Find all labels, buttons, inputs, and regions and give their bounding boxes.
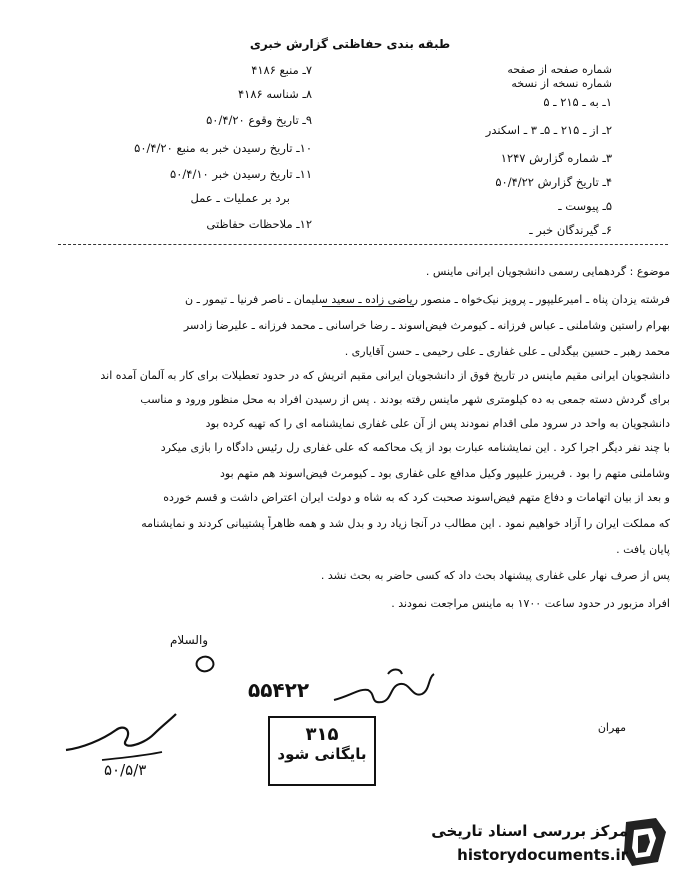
archive-stamp: [268, 716, 376, 786]
classification-header: طبقه بندی حفاظتی گزارش خبری: [249, 37, 451, 51]
report-number-field: ۳ـ شماره گزارش ۱۲۴۷: [500, 151, 612, 165]
handwritten-signature: [330, 660, 440, 720]
body-line: پس از صرف نهار علی غفاری پیشنهاد بحث داد که کسی حاضر به بحث نشد .: [320, 569, 670, 582]
body-line: با چند نفر دیگر اجرا کرد . این نمایشنامه عبارت بود از یک محاکمه که علی غفاری رل رئیس دادگاه را بازی میکرد: [160, 441, 670, 454]
handwritten-date: ۵۰/۵/۳: [104, 761, 147, 779]
stamp-number: ۳۱۵: [305, 724, 339, 745]
recipients-field: ۶ـ گیرندگان خبر ـ: [529, 223, 612, 237]
report-date-field: ۴ـ تاریخ گزارش ۵۰/۴/۲۲: [495, 175, 612, 189]
closing-text: والسلام: [170, 633, 209, 647]
operations-field: برد بر عملیات ـ عمل: [190, 191, 290, 205]
from-field: ۲ـ از ـ ۲۱۵ ـ ۵ـ ۳ ـ اسکندر: [485, 123, 612, 137]
body-line: برای گردش دسته جمعی به ده کیلومتری شهر ماینس رفته بودند . پس از رسیدن افراد به محل منظور ورود و مناسب: [140, 393, 670, 406]
footer-url: historydocuments.ir: [457, 846, 628, 864]
subject-line: موضوع : گردهمایی رسمی دانشجویان ایرانی ماینس .: [425, 265, 670, 278]
body-line: و بعد از بیان اتهامات و دفاع متهم فیض‌اسوند صحبت کرد که به شاه و دولت ایران اعتراض داشت و قسم خورده: [163, 491, 670, 504]
source-field: ۷ـ منبع ۴۱۸۶: [251, 63, 312, 77]
body-line: که مملکت ایران را آزاد خواهیم نمود . این مطالب در آنجا زیاد رد و بدل شد و همه ظاهراً پشتیبانی کردند و نمایشنامه: [141, 517, 670, 530]
body-line: وشاملنی متهم را بود . فریبرز علیپور وکیل مدافع علی غفاری بود ـ کیومرث فیض‌اسوند هم متهم بود: [219, 467, 670, 480]
handwritten-mark: [190, 650, 230, 680]
page-number-field: شماره صفحه از صفحه: [507, 63, 612, 76]
identifier-field: ۸ـ شناسه ۴۱۸۶: [238, 87, 312, 101]
body-line: پایان یافت .: [616, 543, 670, 556]
handwritten-initials: [62, 700, 182, 770]
body-line: دانشجویان به واحد در سرود ملی اقدام نمودند پس از آن علی غفاری نمایشنامه ای را که تهیه کرده بود: [205, 417, 670, 430]
body-line: فرشته یزدان پناه ـ امیرعلیپور ـ پرویز نیک‌خواه ـ منصور ریاضی زاده ـ سعید سلیمان ـ ناصر فرنیا ـ تیمور ـ ن: [185, 293, 670, 306]
footer-org-name: مرکز بررسی اسناد تاریخی: [431, 822, 628, 840]
name-underline: [322, 306, 414, 307]
news-receipt-date-field: ۱۱ـ تاریخ رسیدن خبر ۵۰/۴/۱۰: [170, 167, 312, 181]
security-notes-field: ۱۲ـ ملاحظات حفاظتی: [206, 217, 312, 231]
right-note: مهران: [597, 721, 626, 734]
body-line: دانشجویان ایرانی مقیم ماینس در تاریخ فوق از دانشجویان ایرانی مقیم اتریش که در حدود تعطیلات برای کار به آلمان آمده اند: [100, 369, 670, 382]
to-field: ۱ـ به ـ ۲۱۵ ـ ۵: [543, 95, 612, 109]
copy-number-field: شماره نسخه از نسخه: [511, 77, 612, 90]
body-line: محمد رهبر ـ حسین بیگدلی ـ علی غفاری ـ علی رحیمی ـ حسن آقایاری .: [344, 345, 670, 358]
occurrence-date-field: ۹ـ تاریخ وقوع ۵۰/۴/۲۰: [206, 113, 312, 127]
attachment-field: ۵ـ پیوست ـ: [558, 199, 612, 213]
archive-number: ۵۵۴۲۲: [248, 678, 310, 702]
stamp-text: بایگانی شود: [277, 745, 367, 763]
source-receipt-date-field: ۱۰ـ تاریخ رسیدن خبر به منبع ۵۰/۴/۲۰: [134, 141, 312, 155]
body-line: افراد مزبور در حدود ساعت ۱۷۰۰ به ماینس مراجعت نمودند .: [391, 597, 670, 610]
body-line: بهرام راستین وشاملنی ـ عباس فرزانه ـ کیومرث فیض‌اسوند ـ رضا خراسانی ـ محمد فرزانه ـ علیرضا زادسر: [183, 319, 670, 332]
header-divider: [58, 244, 668, 245]
